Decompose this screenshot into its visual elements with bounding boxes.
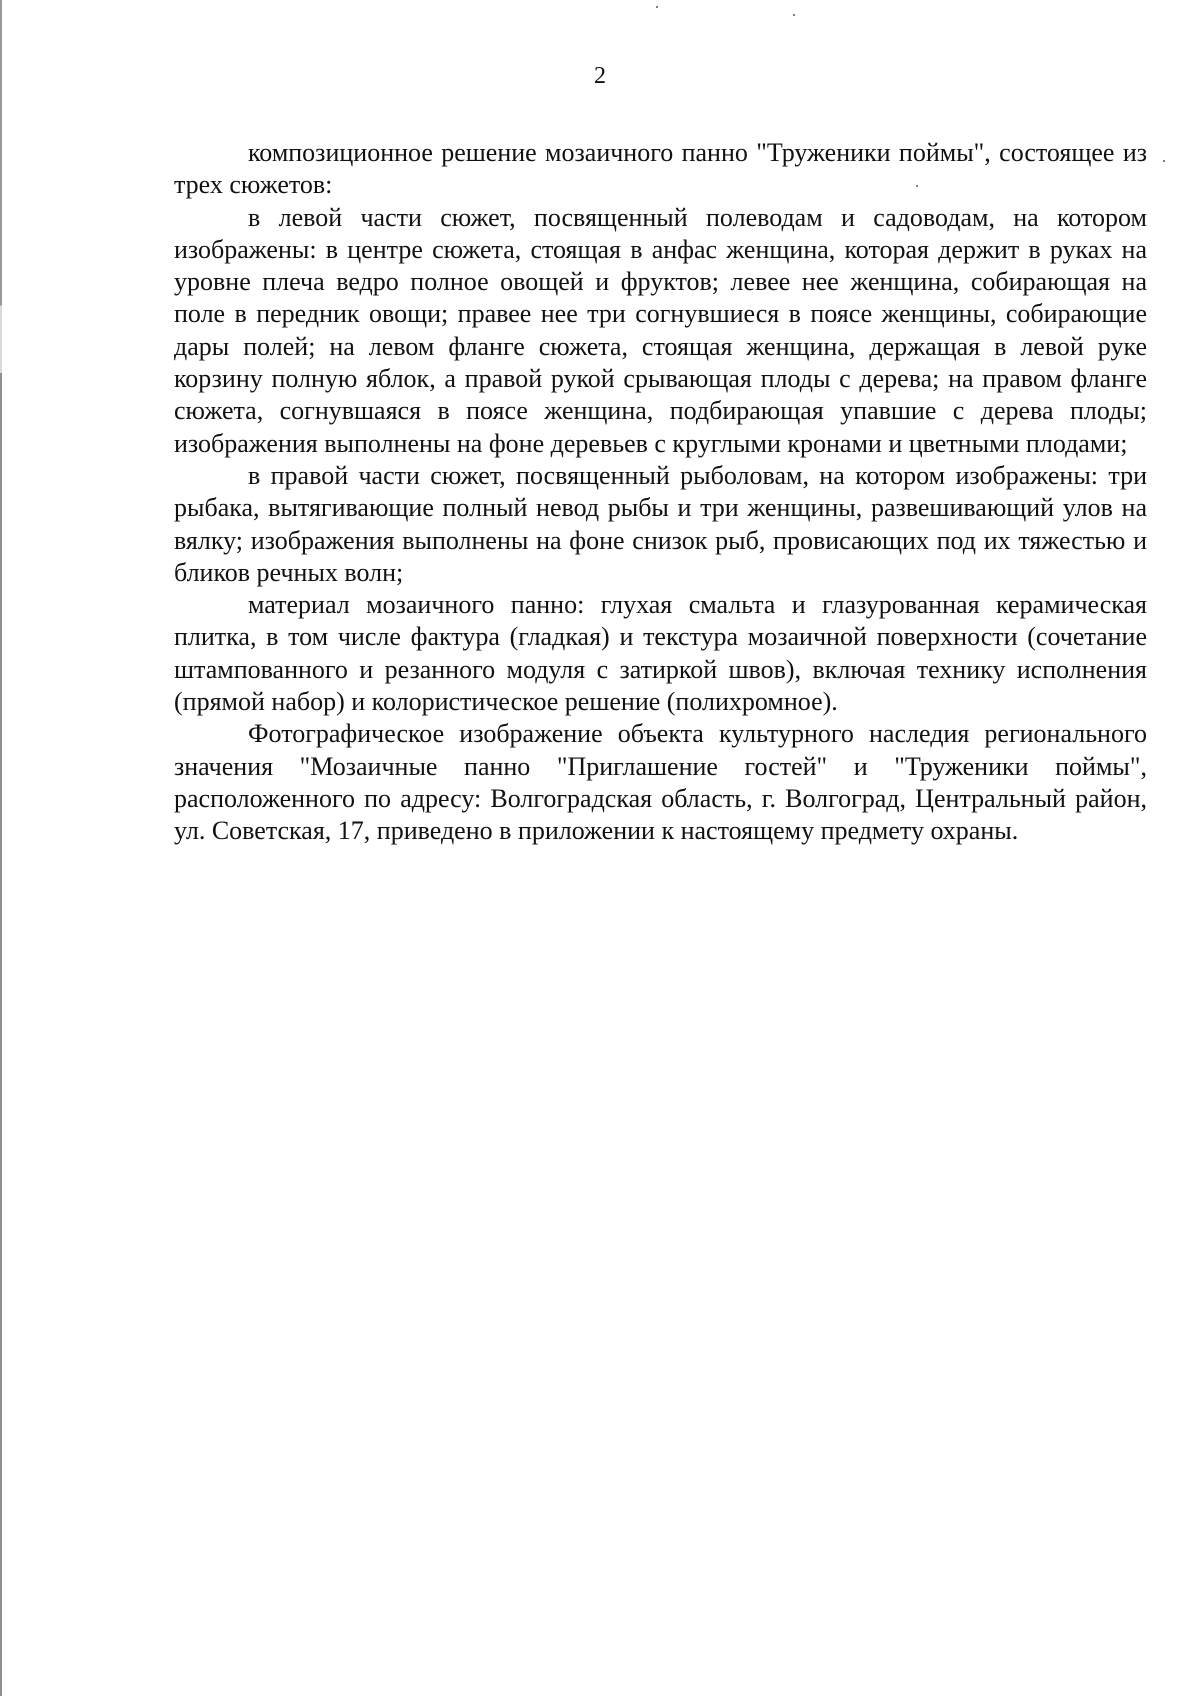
paragraph-composition: композиционное решение мозаичного панно "Труженики поймы", состоящее из трех сюжетов: [174,138,1147,200]
paragraph-right-part: в правой части сюжет, посвященный рыболовам, на котором изображены: три рыбака, вытягивающие полный невод рыбы и три женщины, развешивающий улов на вялку; изображения выполнены на фоне снизок рыб, провисающих под их тяжестью и бликов речных волн; [174,460,1147,587]
scan-speck [656,6,658,8]
scan-edge-shadow [0,0,2,1696]
paragraph-left-part: в левой части сюжет, посвященный полеводам и садоводам, на котором изображены: в центре сюжета, стоящая в анфас женщина, которая держит в руках на уровне плеча ведро полное овощей и фруктов; левее нее женщина, собирающая на поле в передник овощи; правее нее три согнувшиеся в поясе женщины, собирающие дары полей; на левом фланге сюжета, стоящая женщина, держащая в левой руке корзину полную яблок, а правой рукой срывающая плоды с дерева; на правом фланге сюжета, согнувшаяся в поясе женщина, подбирающая упавшие с дерева плоды; изображения выполнены на фоне деревьев с круглыми кронами и цветными плодами; [174,202,1147,458]
document-body [174,137,1147,848]
paragraph-material: материал мозаичного панно: глухая смальта и глазурованная керамическая плитка, в том числе фактура (гладкая) и текстура мозаичной поверхности (сочетание штампованного и резанного модуля с затиркой швов), включая технику исполнения (прямой набор) и колористическое решение (полихромное). [174,590,1147,717]
scan-speck [1163,160,1165,162]
paragraph-photo-reference: Фотографическое изображение объекта культурного наследия регионального значения "Мозаичные панно "Приглашение гостей" и "Труженики поймы", расположенного по адресу: Волгоградская область, г. Волгоград, Центральный район, ул. Советская, 17, приведено в приложении к настоящему предмету охраны. [174,719,1147,846]
page-number: 2 [594,63,606,89]
scan-speck [793,14,795,16]
